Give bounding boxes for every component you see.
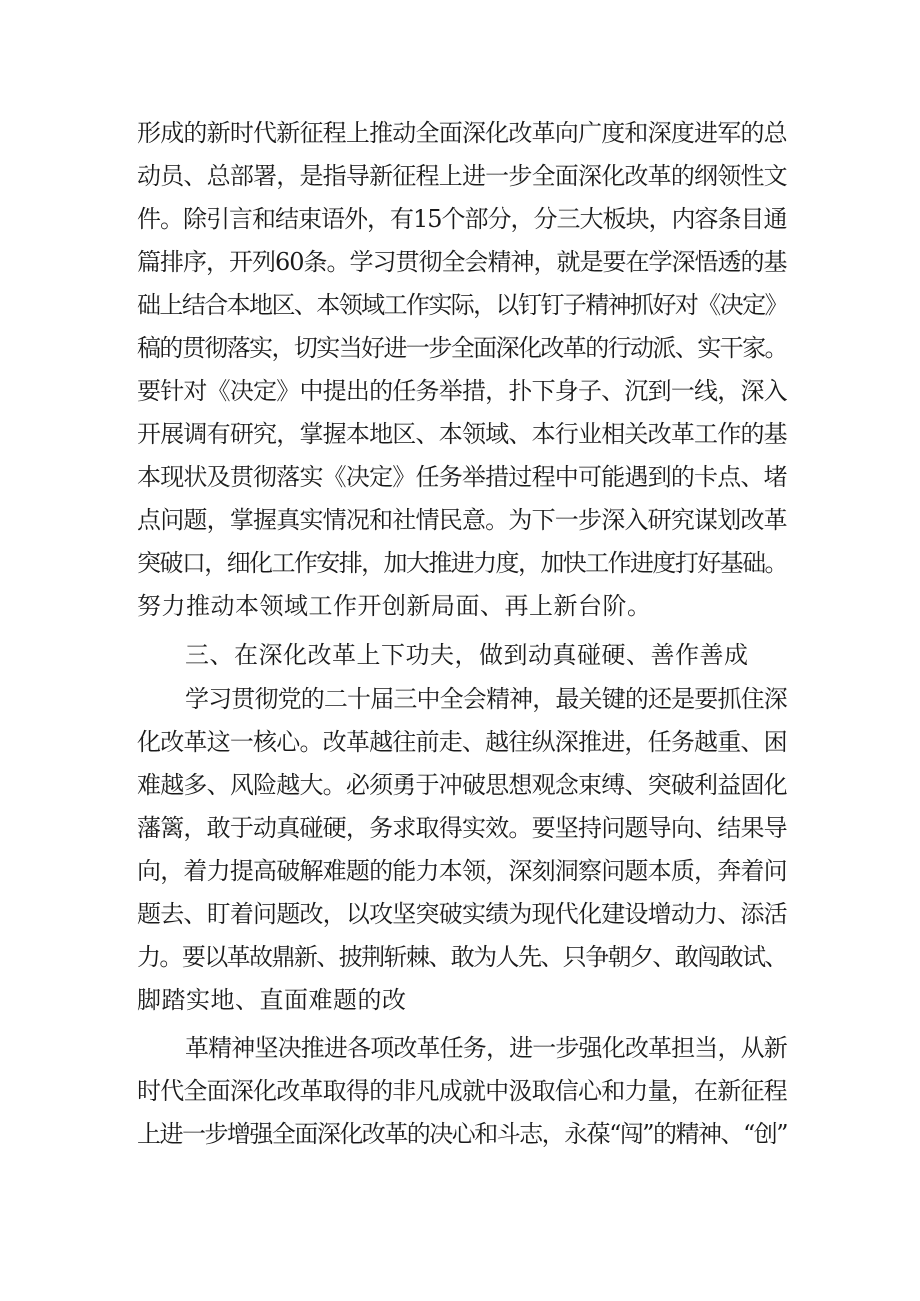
paragraph-1-line-7: 要针对《决定》中提出的任务举措，扑下身子、沉到一线，深入	[137, 377, 787, 405]
paragraph-1-line-6: 稿的贯彻落实，切实当好进一步全面深化改革的行动派、实干家。	[137, 334, 787, 362]
paragraph-2-line-3: 难越多、风险越大。必须勇于冲破思想观念束缚、突破利益固化	[137, 771, 787, 799]
paragraph-2-line-8: 脚踏实地、直面难题的改	[137, 986, 407, 1014]
paragraph-3-line-1: 革精神坚决推进各项改革任务，进一步强化改革担当，从新	[185, 1034, 787, 1062]
paragraph-2-line-2: 化改革这一核心。改革越往前走、越往纵深推进，任务越重、困	[137, 728, 787, 756]
paragraph-3-line-2: 时代全面深化改革取得的非凡成就中汲取信心和力量，在新征程	[137, 1077, 787, 1105]
paragraph-1-line-9: 本现状及贯彻落实《决定》任务举措过程中可能遇到的卡点、堵	[137, 463, 787, 491]
section-heading: 三、在深化改革上下功夫，做到动真碰硬、善作善成	[185, 641, 749, 669]
paragraph-1-line-8: 开展调有研究，掌握本地区、本领域、本行业相关改革工作的基	[137, 420, 787, 448]
paragraph-1-line-4: 篇排序，开列60条。学习贯彻全会精神，就是要在学深悟透的基	[137, 248, 787, 276]
paragraph-1-line-10: 点问题，掌握真实情况和社情民意。为下一步深入研究谋划改革	[137, 506, 787, 534]
paragraph-1-line-1: 形成的新时代新征程上推动全面深化改革向广度和深度进军的总	[137, 119, 787, 147]
paragraph-2-line-6: 题去、盯着问题改，以攻坚突破实绩为现代化建设增动力、添活	[137, 900, 787, 928]
paragraph-2-line-7: 力。要以革故鼎新、披荆斩棘、敢为人先、只争朝夕、敢闯敢试、	[137, 943, 787, 971]
paragraph-2-line-4: 藩篱，敢于动真碰硬，务求取得实效。要坚持问题导向、结果导	[137, 814, 787, 842]
paragraph-1-line-11: 突破口，细化工作安排，加大推进力度，加快工作进度打好基础。	[137, 549, 787, 577]
paragraph-1-line-2: 动员、总部署，是指导新征程上进一步全面深化改革的纲领性文	[137, 162, 787, 190]
paragraph-2-line-5: 向，着力提高破解难题的能力本领，深刻洞察问题本质，奔着问	[137, 857, 787, 885]
paragraph-1-line-12: 努力推动本领域工作开创新局面、再上新台阶。	[137, 592, 652, 620]
paragraph-1-line-5: 础上结合本地区、本领域工作实际，以钉钉子精神抓好对《决定》	[137, 291, 787, 319]
paragraph-2-line-1: 学习贯彻党的二十届三中全会精神，最关键的还是要抓住深	[185, 685, 787, 713]
paragraph-3-line-3: 上进一步增强全面深化改革的决心和斗志，永葆“闯”的精神、“创”	[137, 1120, 787, 1148]
paragraph-1-line-3: 件。除引言和结束语外，有15个部分，分三大板块，内容条目通	[137, 205, 787, 233]
